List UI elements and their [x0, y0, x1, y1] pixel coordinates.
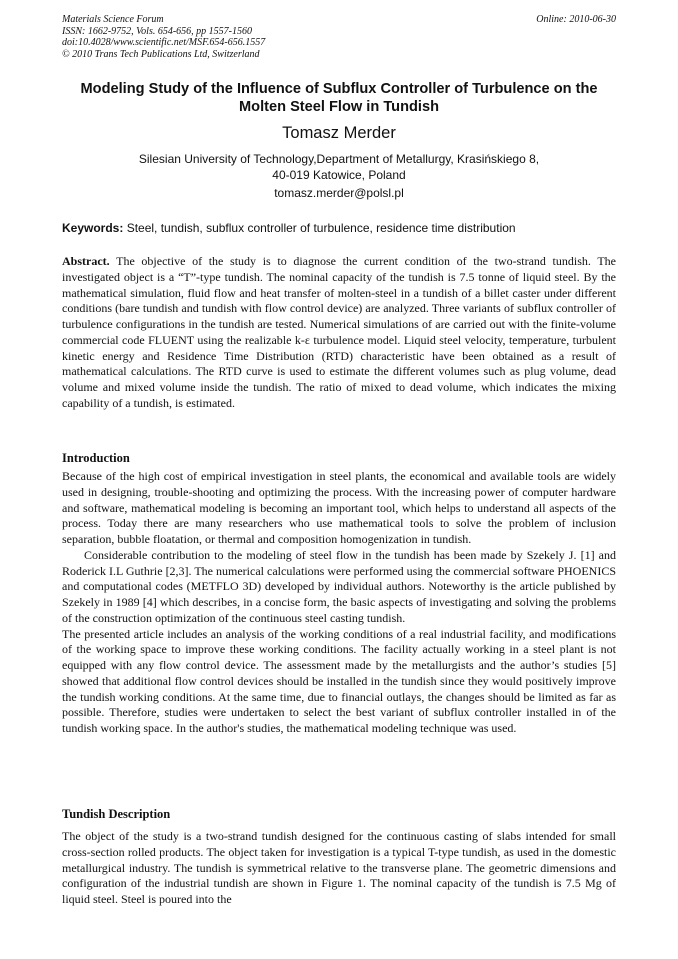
intro-paragraph-3: The presented article includes an analysis of the working conditions of a real industrial facility, and modifications of the working space to improve these working conditions. The facility actually working in a steel plant is not equipped with any flow control device. The assessment made by the metallurgists and the author’s studies [5] showed that additional flow control devices should be installed in the tundish since they would positively improve the tundish working conditions. At the same time, due to financial outlays, the changes should be limited as far as possible. Therefore, studies were undertaken to select the best variant of subflux controller installed in of the tundish working space. In the author's studies, the mathematical modeling technique was used. [62, 626, 616, 735]
keywords-text: Steel, tundish, subflux controller of turbulence, residence time distribution [126, 221, 516, 235]
introduction-heading: Introduction [62, 451, 130, 465]
tundish-description-heading: Tundish Description [62, 807, 171, 821]
affiliation [62, 151, 616, 183]
journal-name: Materials Science Forum [62, 14, 164, 25]
online-date: Online: 2010-06-30 [536, 14, 616, 25]
journal-header [62, 14, 265, 60]
abstract [62, 254, 616, 412]
keywords [62, 221, 616, 236]
tundish-paragraph-1: The object of the study is a two-strand tundish designed for the continuous casting of slabs intended for small cross-section rolled products. The object taken for investigation is a typical T-type tundish, as used in the domestic metallurgical industry. The tundish is symmetrical relative to the transverse plane. The geometric dimensions and configuration of the industrial tundish are shown in Figure 1. The nominal capacity of the tundish is 7.5 Mg of liquid steel. Steel is poured into the [62, 829, 616, 906]
issn-line: ISSN: 1662-9752, Vols. 654-656, pp 1557-1560 [62, 25, 252, 37]
paper-title: Modeling Study of the Influence of Subflux Controller of Turbulence on the Molten Steel Flow in Tundish [80, 81, 598, 115]
tundish-description-body [62, 829, 616, 908]
introduction-body [62, 469, 616, 737]
affiliation-line-2: 40-019 Katowice, Poland [272, 168, 406, 182]
abstract-label: Abstract. [62, 254, 110, 268]
intro-paragraph-1: Because of the high cost of empirical investigation in steel plants, the economical and available tools are widely used in designing, trouble-shooting and optimizing the process. With the increasing power of computer hardware and software, mathematical modeling is becoming an important tool, which helps to understand all aspects of the process. Today there are many researchers who use mathematical tools to solve the problem of inclusion separation, bubble floatation, or thermal and composition homogenization in tundish. [62, 469, 616, 546]
keywords-label: Keywords: [62, 221, 124, 235]
intro-paragraph-2: Considerable contribution to the modeling of steel flow in the tundish has been made by Szekely J. [1] and Roderick I.L Guthrie [2,3]. The numerical calculations were performed using the commercial software PHOENICS and computational codes (METFLO 3D) developed by individual authors. Noteworthy is the article published by Szekely in 1989 [4] which describes, in a concise form, the basic aspects of investigating and solving the problems of the construction optimization of the continuous steel casting tundish. [62, 547, 616, 625]
author-name: Tomasz Merder [282, 124, 396, 142]
abstract-text: The objective of the study is to diagnose the current condition of the two-strand tundish. The investigated object is a “T”-type tundish. The nominal capacity of the tundish is 7.5 tonne of liquid steel. By the mathematical simulation, fluid flow and heat transfer of molten-steel in a tundish of a billet caster under different conditions (bare tundish and tundish with flow control device) are analyzed. Three variants of subflux controller of turbulence configurations in the tundish are tested. Numerical simulations of are carried out with the finite-volume commercial code FLUENT using the realizable k-ε turbulence model. Liquid steel velocity, temperature, turbulent kinetic energy and Residence Time Distribution (RTD) characteristic have been obtained as a result of mathematical calculations. The RTD curve is used to estimate the different volumes such as plug volume, dead volume and mixed volume inside the tundish. The ratio of mixed to dead volume, which indicates the mixing capability of a tundish, is estimated. [62, 254, 616, 410]
copyright-line: © 2010 Trans Tech Publications Ltd, Switzerland [62, 48, 260, 60]
doi-line: doi:10.4028/www.scientific.net/MSF.654-656.1557 [62, 37, 266, 48]
author-email: tomasz.merder@polsl.pl [274, 186, 404, 200]
affiliation-line-1: Silesian University of Technology,Department of Metallurgy, Krasińskiego 8, [138, 152, 540, 166]
